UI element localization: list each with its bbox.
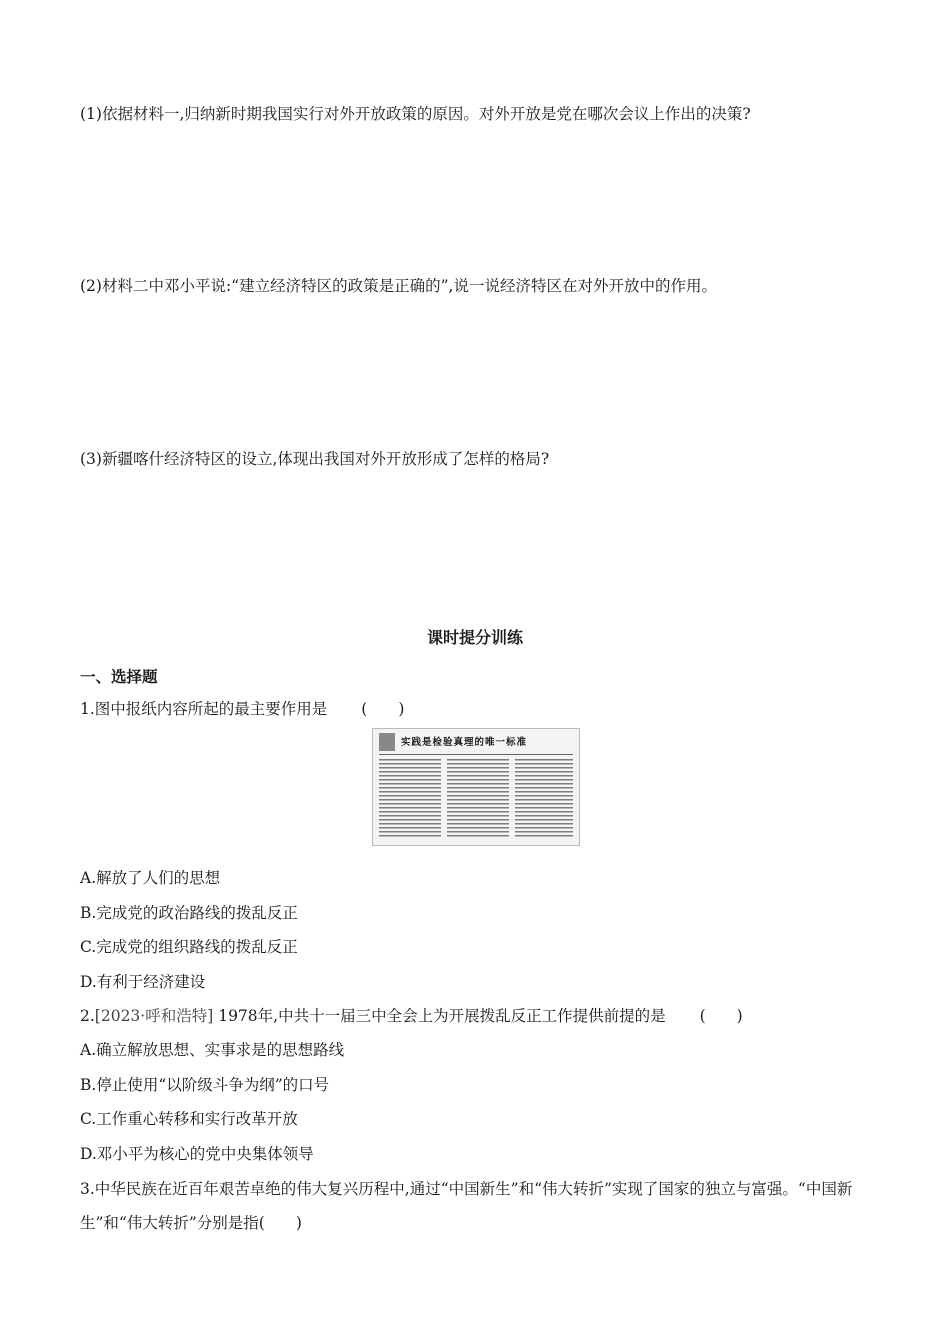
section-title: 课时提分训练 (426, 628, 523, 647)
answer-bracket: ( ) (361, 700, 405, 718)
q1-option-d: D.有利于经济建设 (80, 973, 206, 991)
q2-option-c: C.工作重心转移和实行改革开放 (80, 1110, 298, 1128)
question-3-prompt: (3)新疆喀什经济特区的设立,体现出我国对外开放形成了怎样的格局? (80, 450, 550, 468)
mc-question-1 (80, 699, 880, 719)
mc-question-2-stem: 1978年,中共十一届三中全会上为开展拨乱反正工作提供前提的是 (218, 1007, 666, 1025)
question-2-prompt: (2)材料二中邓小平说:“建立经济特区的政策是正确的”,说一说经济特区在对外开放中的作用。 (80, 277, 717, 295)
newspaper-image (372, 728, 580, 846)
newspaper-corner-block (379, 733, 395, 751)
mc-question-2 (80, 1006, 880, 1026)
newspaper-headline: 实践是检验真理的唯一标准 (401, 737, 528, 748)
q2-option-d: D.邓小平为核心的党中央集体领导 (80, 1145, 314, 1163)
answer-bracket: ( ) (699, 1007, 743, 1025)
question-1-prompt: (1)依据材料一,归纳新时期我国实行对外开放政策的原因。对外开放是党在哪次会议上作出的决策? (80, 105, 751, 123)
q2-option-b: B.停止使用“以阶级斗争为纲”的口号 (80, 1076, 330, 1094)
section-subtitle: 一、选择题 (80, 668, 158, 686)
mc-question-2-source: [2023·呼和浩特] (94, 1007, 214, 1025)
newspaper-column (447, 759, 509, 837)
q1-option-a: A.解放了人们的思想 (80, 869, 221, 887)
q1-option-b: B.完成党的政治路线的拨乱反正 (80, 904, 298, 922)
newspaper-column (515, 759, 573, 837)
mc-question-1-stem: 1.图中报纸内容所起的最主要作用是 (80, 700, 328, 718)
newspaper-column (379, 759, 441, 837)
newspaper-rule (379, 754, 573, 755)
mc-question-3: 3.中华民族在近百年艰苦卓绝的伟大复兴历程中,通过“中国新生”和“伟大转折”实现了国家的独立与富强。“中国新生”和“伟大转折”分别是指( ) (80, 1180, 853, 1232)
mc-question-2-number: 2. (80, 1007, 95, 1025)
q1-option-c: C.完成党的组织路线的拨乱反正 (80, 938, 298, 956)
q2-option-a: A.确立解放思想、实事求是的思想路线 (80, 1041, 345, 1059)
